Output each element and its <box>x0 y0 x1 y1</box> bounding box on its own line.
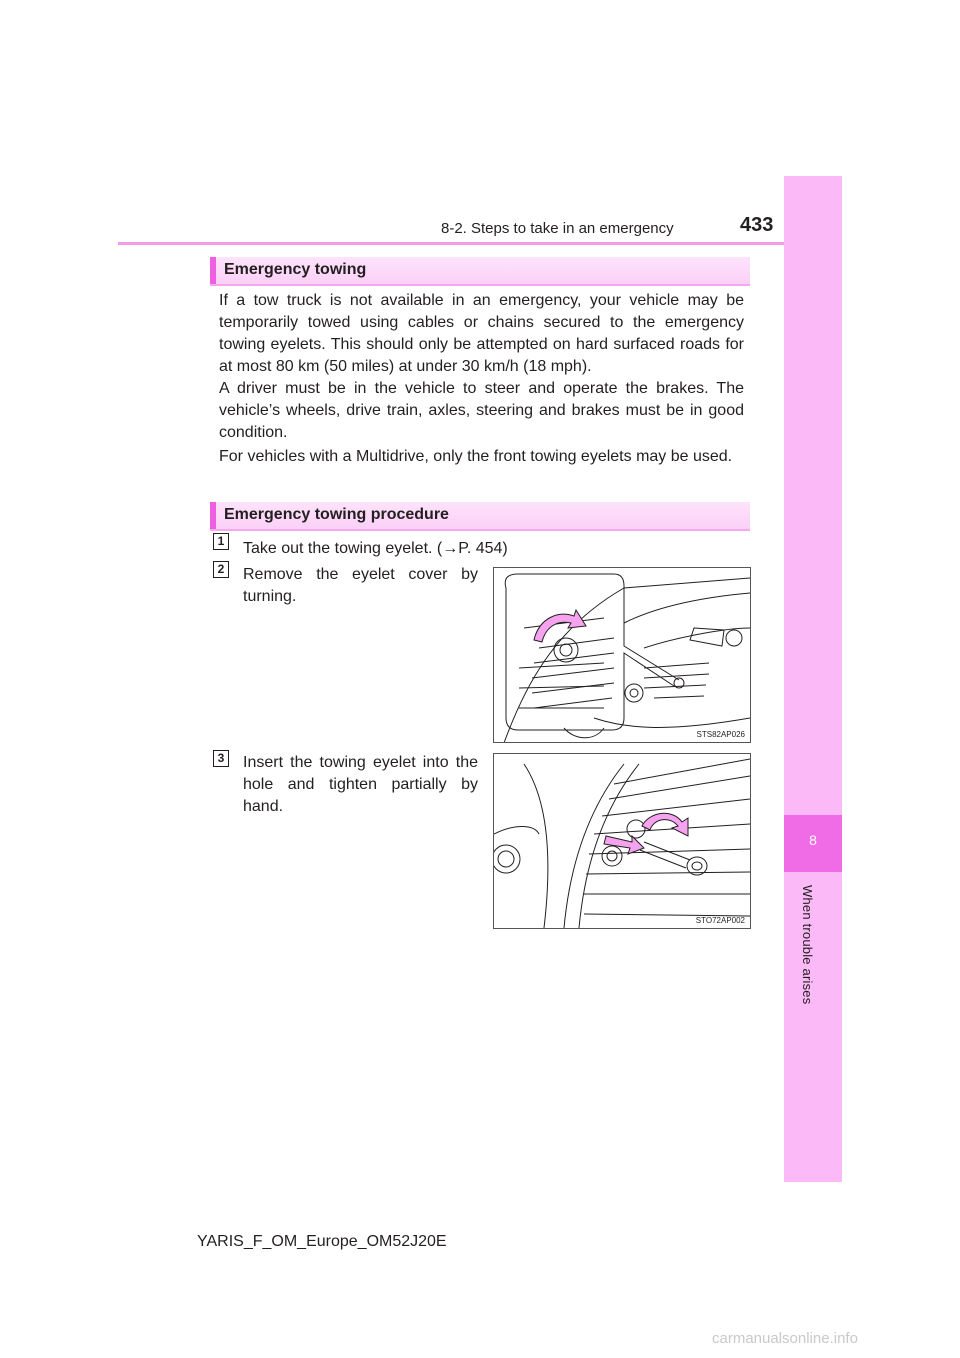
rotate-arrow-icon <box>534 610 586 642</box>
section-accent-bar <box>210 502 216 529</box>
step-number-badge: 1 <box>213 533 229 550</box>
section-accent-bar <box>210 257 216 284</box>
step-number-badge: 3 <box>213 750 229 767</box>
document-code: YARIS_F_OM_Europe_OM52J20E <box>197 1233 447 1250</box>
header-rule <box>118 242 842 245</box>
body-paragraph: For vehicles with a Multidrive, only the front towing eyelets may be used. <box>219 448 733 465</box>
watermark: carmanualsonline.info <box>712 1330 858 1347</box>
tighten-arrow-icon <box>642 813 688 836</box>
section-header-towing-procedure <box>210 502 750 531</box>
bumper-cover-drawing <box>494 568 750 742</box>
chapter-side-tab <box>784 176 842 1182</box>
step-text: Insert the towing eyelet into the hole and tighten partially by hand. <box>243 754 478 815</box>
chapter-number: 8 <box>809 832 817 848</box>
illustration-insert-towing-eyelet <box>493 753 751 929</box>
figure-code: STO72AP002 <box>695 916 745 925</box>
illustration-remove-eyelet-cover <box>493 567 751 743</box>
running-header: 8-2. Steps to take in an emergency <box>441 220 674 237</box>
figure-code: STS82AP026 <box>696 730 745 739</box>
page-number: 433 <box>740 214 774 236</box>
step-text: Take out the towing eyelet. (→P. 454) <box>243 540 508 557</box>
step-text: Remove the eyelet cover by turning. <box>243 566 478 605</box>
step-number-badge: 2 <box>213 561 229 578</box>
section-title: Emergency towing <box>224 261 367 278</box>
towing-eyelet-drawing <box>494 754 750 928</box>
section-header-emergency-towing <box>210 257 750 286</box>
body-paragraph: If a tow truck is not available in an emergency, your vehicle may be temporarily towed using cables or chains secured to the emergency towing eyelets. This should only be attempted on hard surfaced roads for at most 80 km (50 miles) at under 30 km/h (18 mph). A driver must be in the vehicle to steer and operate the brakes. The vehicle’s wheels, drive train, axles, steering and brakes must be in good condition. <box>219 292 744 441</box>
chapter-title: When trouble arises <box>800 885 815 1005</box>
section-title: Emergency towing procedure <box>224 506 449 523</box>
